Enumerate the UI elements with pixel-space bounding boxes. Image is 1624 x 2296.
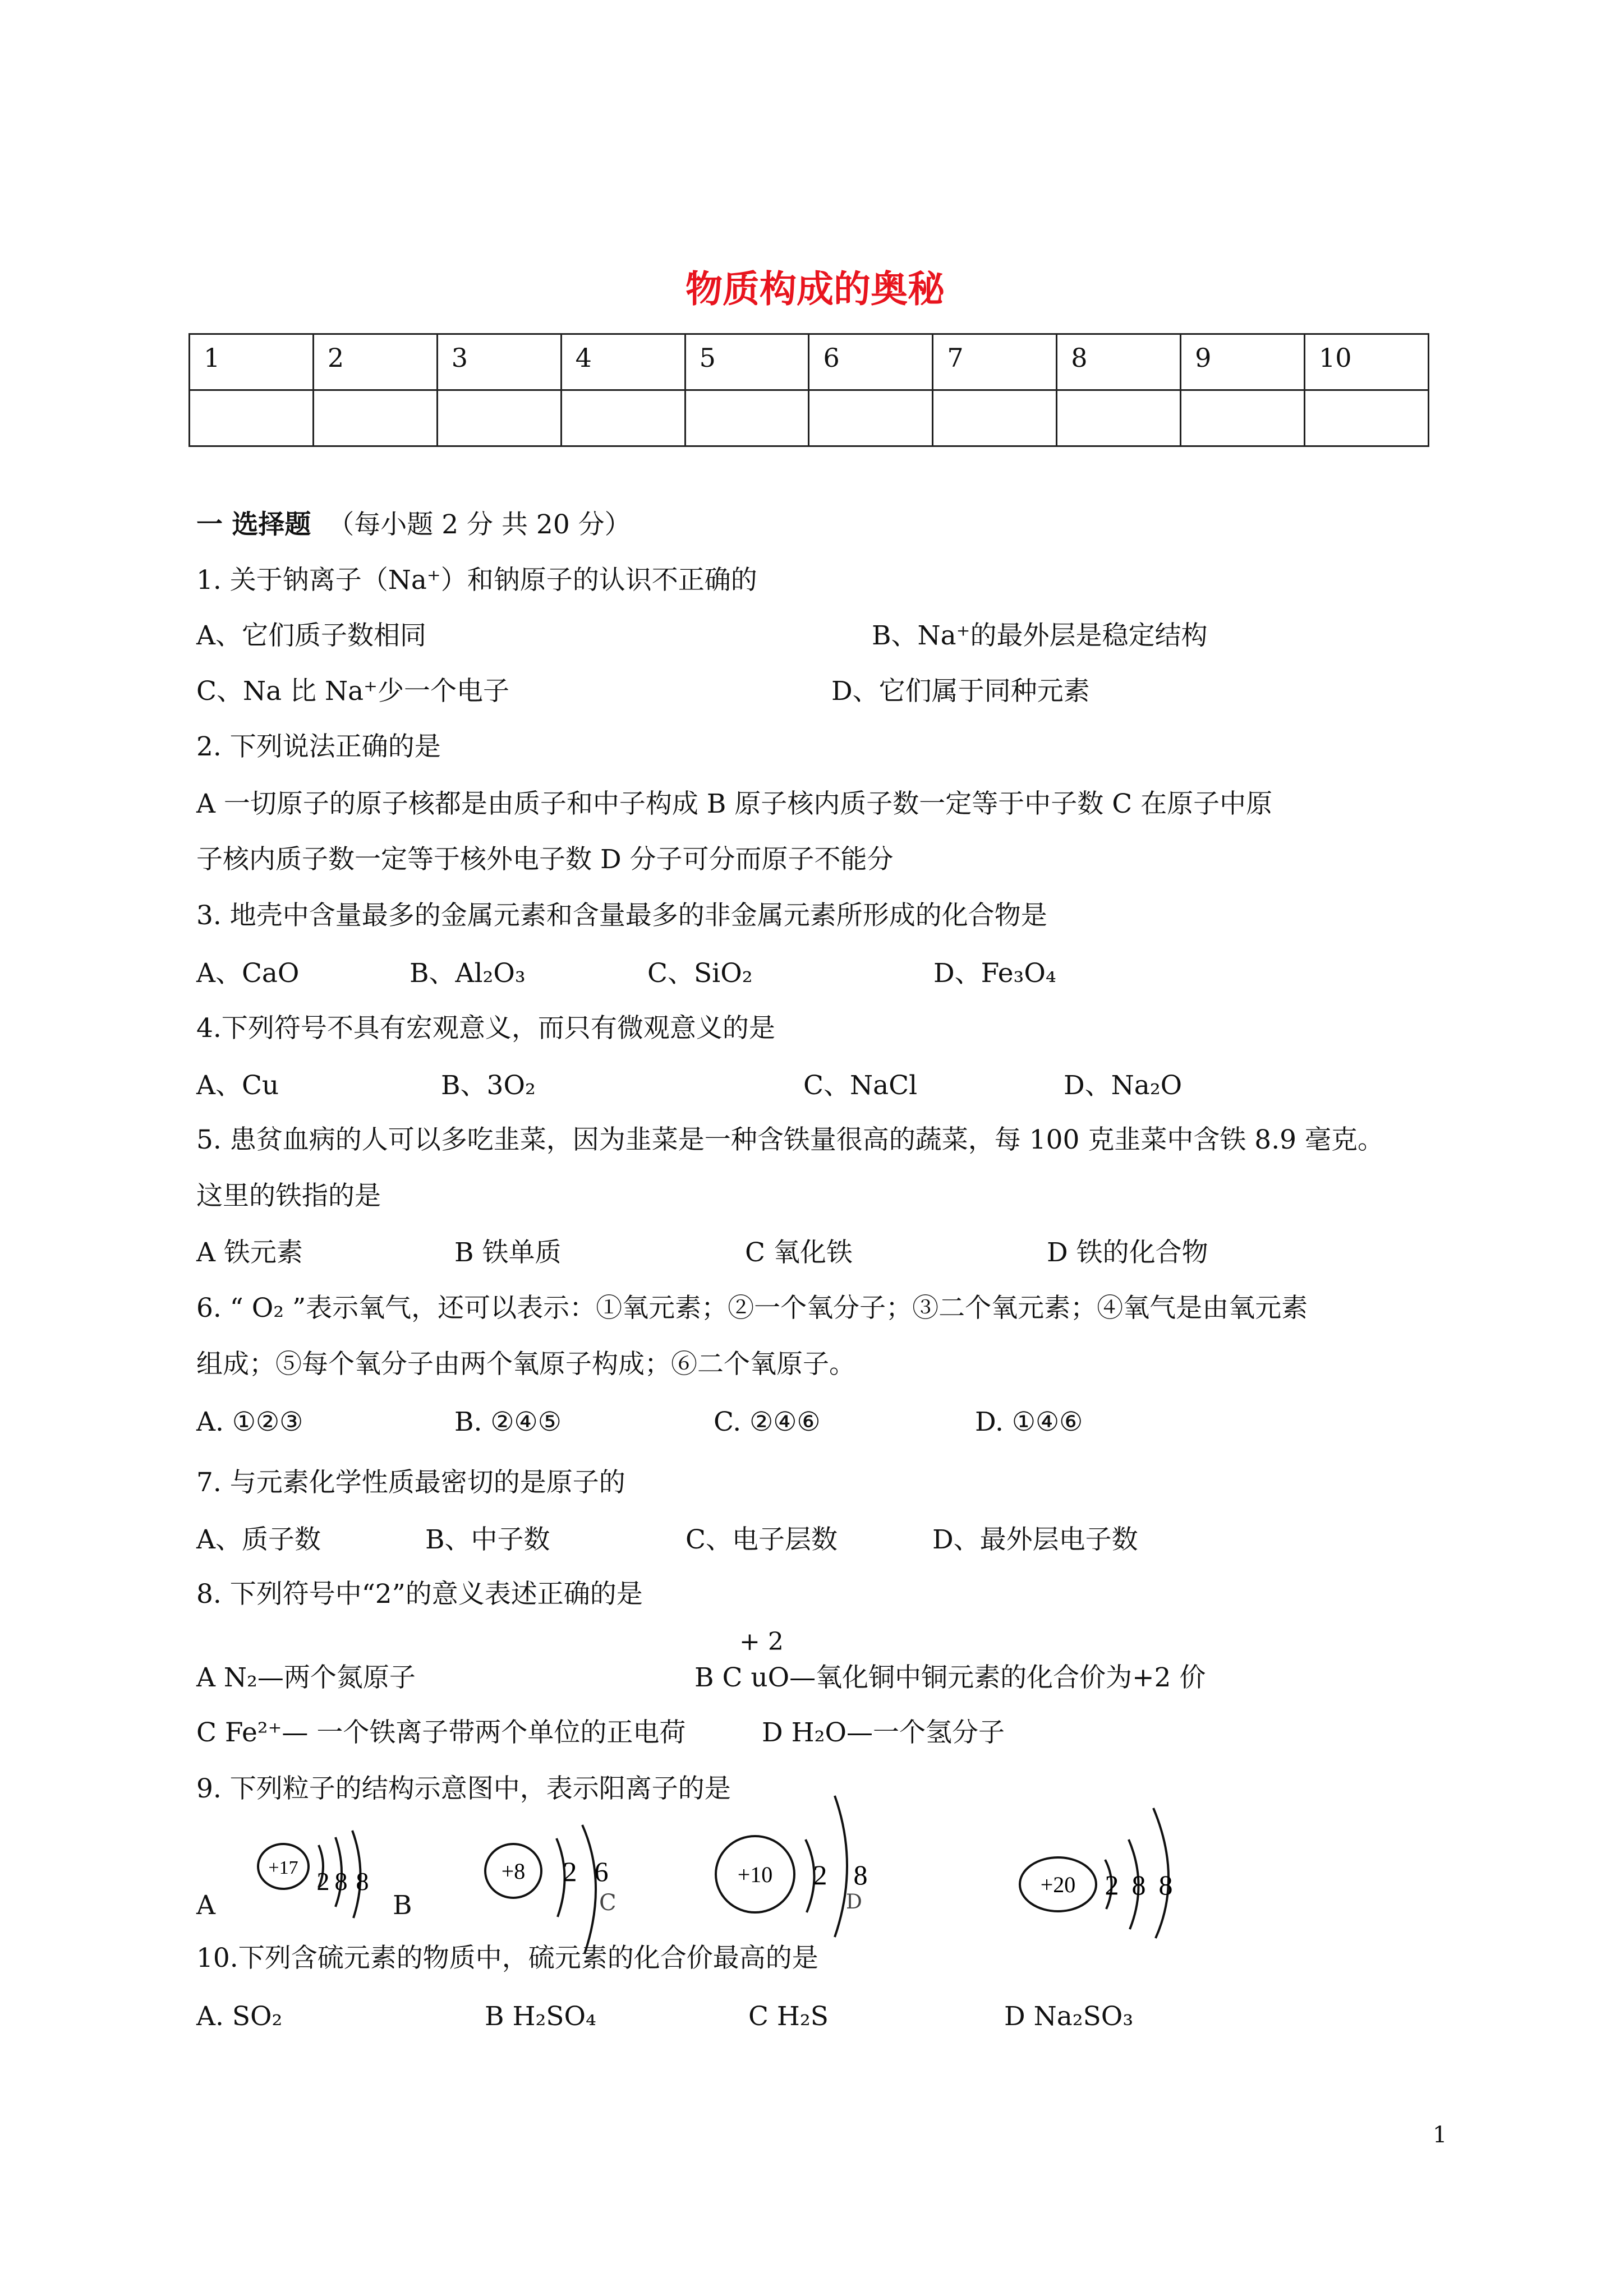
section-note: （每小题 2 分 共 20 分） <box>328 509 631 540</box>
question-6-stem: 6. “ O₂ ”表示氧气，还可以表示：①氧元素；②一个氧分子；③二个氧元素；④氧气是由氧元素 <box>196 1293 1308 1324</box>
answer-col-header: 8 <box>1057 334 1181 390</box>
answer-cell[interactable] <box>1057 390 1181 446</box>
answer-col-header: 9 <box>1181 334 1305 390</box>
question-8-stem: 8. 下列符号中“2”的意义表述正确的是 <box>196 1579 643 1610</box>
question-5-stem: 5. 患贫血病的人可以多吃韭菜，因为韭菜是一种含铁量很高的蔬菜，每 100 克韭菜中含铁 8.9 毫克。 <box>196 1124 1384 1155</box>
page-title: 物质构成的奥秘 <box>686 267 945 311</box>
nucleus-charge: +17 <box>268 1857 298 1878</box>
question-7-option-a: A、质子数 <box>196 1524 321 1555</box>
question-7-option-c: C、电子层数 <box>686 1524 838 1555</box>
question-8-option-d: D H₂O—一个氢分子 <box>762 1717 1005 1748</box>
shell-electrons-3: 8 <box>1158 1869 1173 1901</box>
question-6-option-d: D. ①④⑥ <box>975 1407 1083 1437</box>
diagram-label-b: B <box>393 1890 412 1921</box>
answer-col-header: 10 <box>1305 334 1429 390</box>
answer-cell[interactable] <box>313 390 437 446</box>
shell-electrons-1: 2 <box>1105 1869 1119 1901</box>
atom-diagram-d <box>1016 1805 1196 1939</box>
question-2-line-1: A 一切原子的原子核都是由质子和中子构成 B 原子核内质子数一定等于中子数 C 在原子中原 <box>196 789 1273 819</box>
question-5-option-c: C 氧化铁 <box>745 1237 853 1268</box>
question-7-stem: 7. 与元素化学性质最密切的是原子的 <box>196 1467 625 1498</box>
question-6-stem-cont: 组成；⑤每个氧分子由两个氧原子构成；⑥二个氧原子。 <box>196 1349 855 1380</box>
question-8-option-b: B C uO—氧化铜中铜元素的化合价为+2 价 <box>694 1662 1206 1693</box>
shell-electrons-1: 2 <box>316 1867 330 1896</box>
question-6-option-a: A. ①②③ <box>196 1407 303 1437</box>
question-2-line-2: 子核内质子数一定等于核外电子数 D 分子可分而原子不能分 <box>196 844 894 875</box>
shell-electrons-1: 2 <box>813 1859 827 1891</box>
question-1-stem: 1. 关于钠离子（Na⁺）和钠原子的认识不正确的 <box>196 565 757 596</box>
shell-electrons-2: 8 <box>1131 1869 1146 1901</box>
question-8-option-c: C Fe²⁺— 一个铁离子带两个单位的正电荷 <box>196 1717 686 1748</box>
question-1-option-a: A、它们质子数相同 <box>196 620 426 651</box>
electron-shell-2 <box>582 1825 596 1954</box>
shell-electrons-1: 2 <box>563 1856 577 1887</box>
answer-cell[interactable] <box>685 390 809 446</box>
section-heading: 一 选择题 <box>196 509 311 540</box>
question-3-option-b: B、Al₂O₃ <box>410 958 526 989</box>
answer-cell[interactable] <box>933 390 1057 446</box>
question-2-stem: 2. 下列说法正确的是 <box>196 731 441 762</box>
question-4-stem: 4.下列符号不具有宏观意义，而只有微观意义的是 <box>196 1013 775 1044</box>
valence-mark: + 2 <box>739 1628 784 1656</box>
question-6-option-c: C. ②④⑥ <box>714 1407 821 1437</box>
question-10-stem: 10.下列含硫元素的物质中，硫元素的化合价最高的是 <box>196 1943 818 1974</box>
answer-cell[interactable] <box>561 390 685 446</box>
nucleus-charge: +10 <box>737 1862 773 1887</box>
question-4-option-a: A、Cu <box>196 1070 279 1101</box>
question-7-option-b: B、中子数 <box>425 1524 550 1555</box>
answer-col-header: 2 <box>313 334 437 390</box>
answer-cell[interactable] <box>1181 390 1305 446</box>
question-1-option-c: C、Na 比 Na⁺少一个电子 <box>196 676 509 707</box>
answer-col-header: 4 <box>561 334 685 390</box>
answer-cell[interactable] <box>190 390 314 446</box>
nucleus-charge: +20 <box>1040 1872 1076 1897</box>
answer-col-header: 5 <box>685 334 809 390</box>
question-9-stem: 9. 下列粒子的结构示意图中，表示阳离子的是 <box>196 1773 731 1804</box>
atom-diagram-c <box>712 1792 881 1938</box>
question-1-option-d: D、它们属于同种元素 <box>831 676 1090 707</box>
answer-col-header: 3 <box>437 334 561 390</box>
question-7-option-d: D、最外层电子数 <box>932 1524 1138 1555</box>
question-8-option-a: A N₂—两个氮原子 <box>196 1662 416 1693</box>
nucleus-charge: +8 <box>501 1859 526 1884</box>
diagram-label-c: C <box>599 1890 617 1916</box>
question-1-option-b: B、Na⁺的最外层是稳定结构 <box>872 620 1208 651</box>
question-3-option-a: A、CaO <box>196 958 300 989</box>
question-10-option-a: A. SO₂ <box>196 2001 283 2032</box>
page-number: 1 <box>1433 2122 1447 2148</box>
question-6-option-b: B. ②④⑤ <box>454 1407 562 1437</box>
shell-electrons-2: 8 <box>853 1859 868 1891</box>
shell-electrons-2: 6 <box>594 1856 609 1887</box>
question-4-option-d: D、Na₂O <box>1064 1070 1183 1101</box>
question-5-option-b: B 铁单质 <box>454 1237 562 1268</box>
diagram-label-d: D <box>846 1891 862 1914</box>
question-5-stem-cont: 这里的铁指的是 <box>196 1181 381 1211</box>
answer-cell[interactable] <box>437 390 561 446</box>
answer-cell[interactable] <box>809 390 933 446</box>
question-10-option-c: C H₂S <box>748 2001 829 2032</box>
answer-col-header: 7 <box>933 334 1057 390</box>
section-header <box>196 508 631 542</box>
answer-cell[interactable] <box>1305 390 1429 446</box>
question-4-option-b: B、3O₂ <box>441 1070 536 1101</box>
question-10-option-d: D Na₂SO₃ <box>1004 2001 1134 2032</box>
question-3-stem: 3. 地壳中含量最多的金属元素和含量最多的非金属元素所形成的化合物是 <box>196 900 1047 931</box>
electron-shell-2 <box>835 1796 847 1937</box>
answer-table <box>188 333 1429 447</box>
question-10-option-b: B H₂SO₄ <box>485 2001 596 2032</box>
question-4-option-c: C、NaCl <box>803 1070 918 1101</box>
shell-electrons-3: 8 <box>356 1867 369 1896</box>
answer-col-header: 6 <box>809 334 933 390</box>
question-5-option-d: D 铁的化合物 <box>1047 1237 1208 1268</box>
answer-col-header: 1 <box>190 334 314 390</box>
shell-electrons-2: 8 <box>334 1867 348 1896</box>
diagram-label-a: A <box>196 1890 215 1921</box>
question-3-option-c: C、SiO₂ <box>647 958 753 989</box>
question-3-option-d: D、Fe₃O₄ <box>933 958 1056 989</box>
question-5-option-a: A 铁元素 <box>196 1237 303 1268</box>
